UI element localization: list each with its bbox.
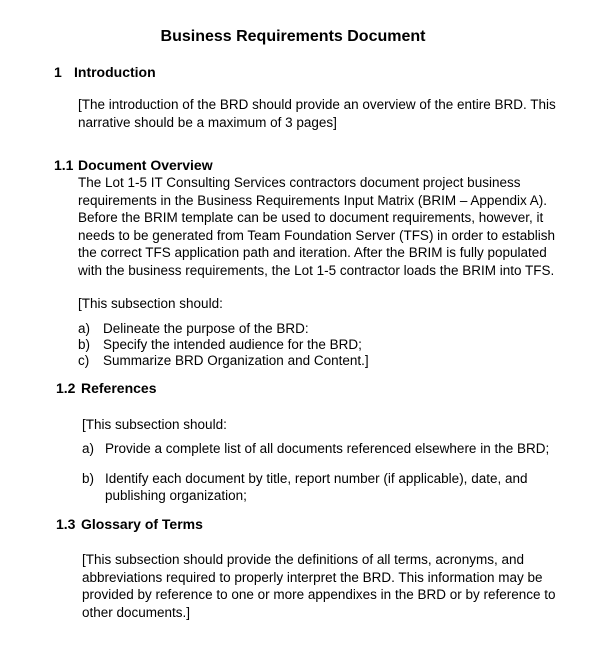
paragraph-line: [The introduction of the BRD should provide an overview of the entire BRD. This <box>78 97 556 112</box>
paragraph-line: abbreviations required to properly interpret the BRD. This information may be <box>82 569 543 585</box>
document-overview-paragraph <box>78 174 555 280</box>
paragraph-line: with the business requirements, the Lot 1-5 contractor loads the BRIM into TFS. <box>78 262 555 278</box>
list-item <box>82 440 562 458</box>
list-marker: b) <box>82 471 95 486</box>
list-marker: a) <box>78 321 91 336</box>
glossary-paragraph <box>82 551 556 621</box>
list-marker: b) <box>78 337 91 352</box>
paragraph-line: needs to be generated from Team Foundation Server (TFS) in order to establish <box>78 227 556 243</box>
introduction-paragraph <box>78 96 556 131</box>
section-number-introduction: 1 <box>54 64 62 80</box>
section-heading-glossary: Glossary of Terms <box>81 516 203 532</box>
paragraph-line: provided by reference to one or more appendixes in the BRD or by reference to <box>82 587 556 603</box>
paragraph-line: [This subsection should provide the definitions of all terms, acronyms, and <box>82 552 524 567</box>
section-heading-document-overview: Document Overview <box>78 157 213 173</box>
section-number-document-overview: 1.1 <box>54 157 74 173</box>
references-intro: [This subsection should: <box>82 417 227 432</box>
document-title: Business Requirements Document <box>160 28 426 45</box>
list-marker: c) <box>78 353 90 368</box>
section-heading-references: References <box>81 380 157 396</box>
list-marker: a) <box>82 441 95 456</box>
paragraph-line: narrative should be a maximum of 3 pages] <box>78 114 337 130</box>
paragraph-line: The Lot 1-5 IT Consulting Services contractors document project business <box>78 175 521 190</box>
list-item-text: Summarize BRD Organization and Content.] <box>103 353 369 368</box>
list-item-text: Delineate the purpose of the BRD: <box>103 321 309 336</box>
section-number-references: 1.2 <box>56 380 76 396</box>
document-overview-intro: [This subsection should: <box>78 296 223 311</box>
list-item-text: Provide a complete list of all documents referenced elsewhere in the BRD; <box>105 441 550 456</box>
section-number-glossary: 1.3 <box>56 516 76 532</box>
section-heading-introduction: Introduction <box>74 64 156 80</box>
list-item <box>78 352 558 370</box>
list-item <box>82 470 562 506</box>
paragraph-line: requirements in the Business Requirements Input Matrix (BRIM – Appendix A). <box>78 192 547 208</box>
paragraph-line: the correct TFS application path and iteration. After the BRIM is fully populated <box>78 245 547 261</box>
list-item-text: publishing organization; <box>105 488 247 503</box>
paragraph-line: other documents.] <box>82 604 191 620</box>
list-item-text: Identify each document by title, report number (if applicable), date, and <box>105 471 528 486</box>
list-item-text: Specify the intended audience for the BRD; <box>103 337 362 352</box>
paragraph-line: Before the BRIM template can be used to document requirements, however, it <box>78 210 544 226</box>
